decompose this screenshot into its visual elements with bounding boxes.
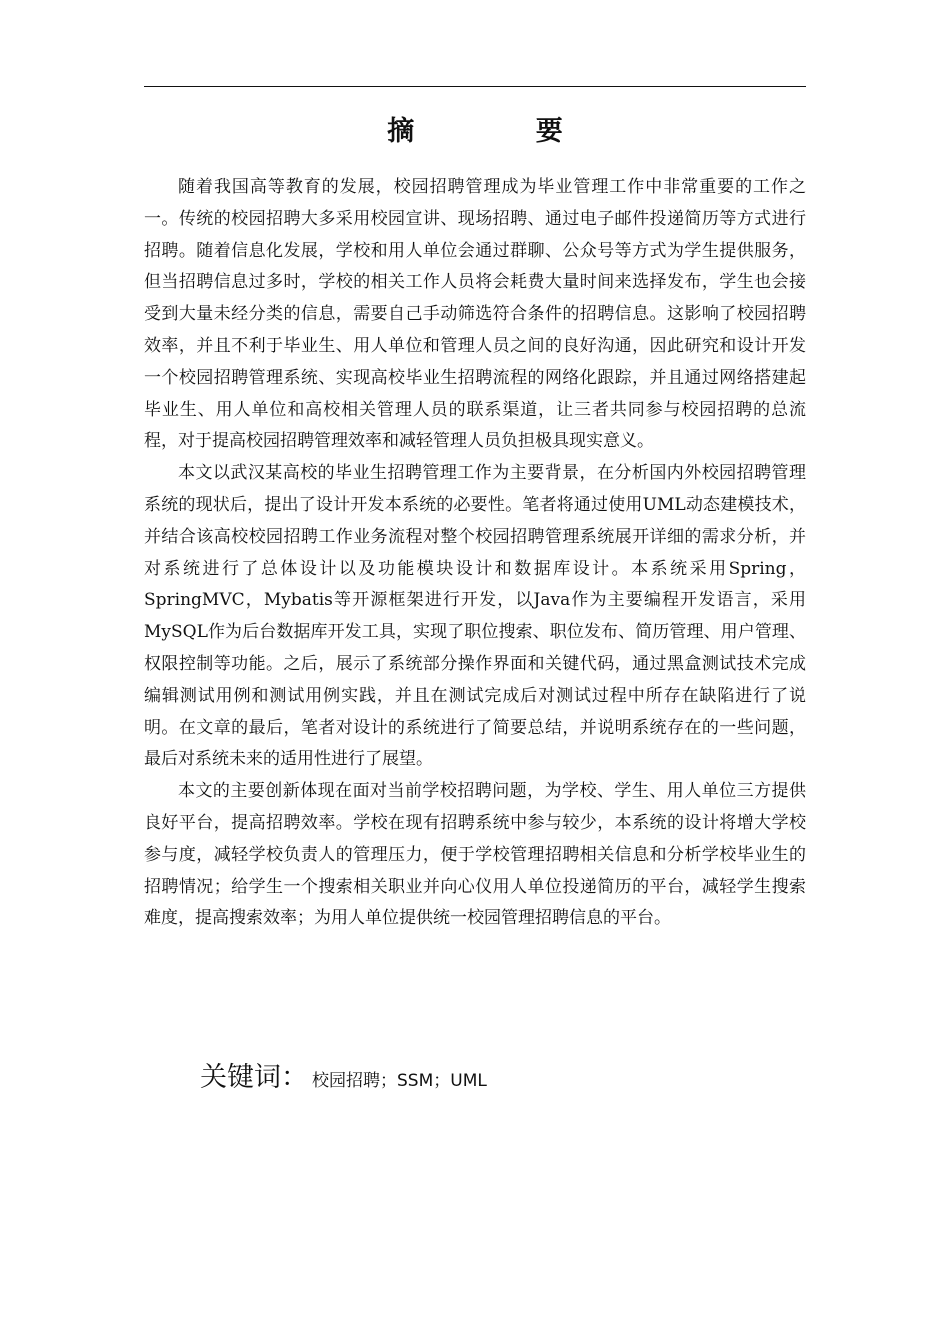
keywords-label: 关键词： [200,1062,308,1093]
keywords-line [200,1058,487,1101]
abstract-paragraph-1: 随着我国高等教育的发展，校园招聘管理成为毕业管理工作中非常重要的工作之一。传统的校园招聘大多采用校园宣讲、现场招聘、通过电子邮件投递简历等方式进行招聘。随着信息化发展，学校和用人单位会通过群聊、公众号等方式为学生提供服务，但当招聘信息过多时，学校的相关工作人员将会耗费大量时间来选择发布，学生也会接受到大量未经分类的信息，需要自己手动筛选符合条件的招聘信息。这影响了校园招聘效率，并且不利于毕业生、用人单位和管理人员之间的良好沟通，因此研究和设计开发一个校园招聘管理系统、实现高校毕业生招聘流程的网络化跟踪，并且通过网络搭建起毕业生、用人单位和高校相关管理人员的联系渠道，让三者共同参与校园招聘的总流程，对于提高校园招聘管理效率和减轻管理人员负担极具现实意义。 [144,177,806,452]
abstract-paragraph-3: 本文的主要创新体现在面对当前学校招聘问题，为学校、学生、用人单位三方提供良好平台，提高招聘效率。学校在现有招聘系统中参与较少，本系统的设计将增大学校参与度，减轻学校负责人的管理压力，便于学校管理招聘相关信息和分析学校毕业生的招聘情况；给学生一个搜索相关职业并向心仪用人单位投递简历的平台，减轻学生搜索难度，提高搜索效率；为用人单位提供统一校园管理招聘信息的平台。 [144,781,806,929]
header-rule [144,86,806,87]
abstract-paragraph-2: 本文以武汉某高校的毕业生招聘管理工作为主要背景，在分析国内外校园招聘管理系统的现状后，提出了设计开发本系统的必要性。笔者将通过使用UML动态建模技术，并结合该高校校园招聘工作业务流程对整个校园招聘管理系统展开详细的需求分析，并对系统进行了总体设计以及功能模块设计和数据库设计。本系统采用Spring，SpringMVC，Mybatis等开源框架进行开发，以Java作为主要编程开发语言，采用MySQL作为后台数据库开发工具，实现了职位搜索、职位发布、简历管理、用户管理、权限控制等功能。之后，展示了系统部分操作界面和关键代码，通过黑盒测试技术完成编辑测试用例和测试用例实践，并且在测试完成后对测试过程中所存在缺陷进行了说明。在文章的最后，笔者对设计的系统进行了简要总结，并说明系统存在的一些问题，最后对系统未来的适用性进行了展望。 [144,463,806,770]
keywords-value: 校园招聘；SSM；UML [312,1071,487,1091]
abstract-title: 摘 要 [387,116,619,147]
abstract-body [144,172,806,935]
